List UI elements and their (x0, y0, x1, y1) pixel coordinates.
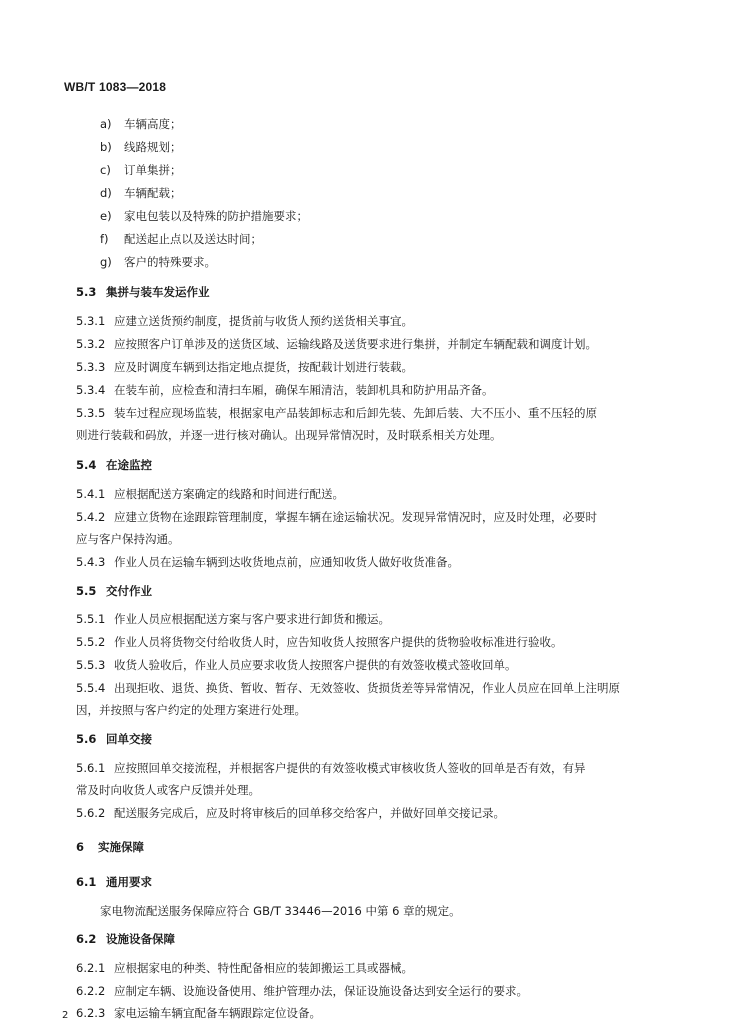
clause-5-4-2: 5.4.2 应建立货物在途跟踪管理制度，掌握车辆在途运输状况。发现异常情况时，应及时处理，必要时 (76, 510, 597, 524)
section-heading-6-2: 6.2 设施设备保障 (76, 932, 175, 946)
clause-5-5-2: 5.5.2 作业人员将货物交付给收货人时，应告知收货人按照客户提供的货物验收标准进行验收。 (76, 635, 563, 649)
list-item: a) 车辆高度； (100, 117, 182, 131)
list-item: c) 订单集拼； (100, 163, 182, 177)
clause-5-4-1: 5.4.1 应根据配送方案确定的线路和时间进行配送。 (76, 487, 344, 501)
section-heading-5-6: 5.6 回单交接 (76, 732, 152, 746)
clause-5-3-5: 5.3.5 装车过程应现场监装，根据家电产品装卸标志和后卸先装、先卸后装、大不压小、重不压轻的原 (76, 406, 597, 420)
section-heading-5-4: 5.4 在途监控 (76, 458, 152, 472)
clause-6-2-2: 6.2.2 应制定车辆、设施设备使用、维护管理办法，保证设施设备达到安全运行的要求。 (76, 984, 528, 998)
clause-5-6-1: 5.6.1 应按照回单交接流程，并根据客户提供的有效签收模式审核收货人签收的回单是否有效，有异 (76, 761, 586, 775)
standard-number-header: WB/T 1083—2018 (64, 80, 167, 94)
list-item: e) 家电包装以及特殊的防护措施要求； (100, 209, 308, 223)
clause-6-2-3: 6.2.3 家电运输车辆宜配备车辆跟踪定位设备。 (76, 1006, 321, 1020)
clause-5-5-4: 5.5.4 出现拒收、退货、换货、暂收、暂存、无效签收、货损货差等异常情况，作业人员应在回单上注明原 (76, 681, 620, 695)
clause-5-3-1: 5.3.1 应建立送货预约制度，提货前与收货人预约送货相关事宜。 (76, 314, 413, 328)
list-item: f) 配送起止点以及送达时间； (100, 232, 262, 246)
list-item: g) 客户的特殊要求。 (100, 255, 216, 269)
list-item: d) 车辆配载； (100, 186, 182, 200)
section-heading-5-5: 5.5 交付作业 (76, 584, 152, 598)
section-heading-6-1: 6.1 通用要求 (76, 875, 152, 889)
clause-5-4-2-continuation: 应与客户保持沟通。 (76, 532, 180, 546)
page-number: 2 (62, 1010, 69, 1021)
list-item: b) 线路规划； (100, 140, 182, 154)
clause-5-6-2: 5.6.2 配送服务完成后，应及时将审核后的回单移交给客户，并做好回单交接记录。 (76, 806, 505, 820)
clause-5-5-3: 5.5.3 收货人验收后，作业人员应要求收货人按照客户提供的有效签收模式签收回单。 (76, 658, 517, 672)
section-heading-5-3: 5.3 集拼与装车发运作业 (76, 285, 210, 299)
clause-6-2-1: 6.2.1 应根据家电的种类、特性配备相应的装卸搬运工具或器械。 (76, 961, 413, 975)
clause-5-6-1-continuation: 常及时向收货人或客户反馈并处理。 (76, 783, 260, 797)
clause-5-5-1: 5.5.1 作业人员应根据配送方案与客户要求进行卸货和搬运。 (76, 612, 390, 626)
chapter-heading-6: 6 实施保障 (76, 840, 144, 854)
clause-5-5-4-continuation: 因，并按照与客户约定的处理方案进行处理。 (76, 703, 306, 717)
clause-5-3-2: 5.3.2 应按照客户订单涉及的送货区域、运输线路及送货要求进行集拼，并制定车辆配载和调度计划。 (76, 337, 597, 351)
clause-5-4-3: 5.4.3 作业人员在运输车辆到达收货地点前，应通知收货人做好收货准备。 (76, 555, 459, 569)
clause-5-3-4: 5.3.4 在装车前，应检查和清扫车厢，确保车厢清洁，装卸机具和防护用品齐备。 (76, 383, 494, 397)
clause-5-3-5-continuation: 则进行装载和码放，并逐一进行核对确认。出现异常情况时，及时联系相关方处理。 (76, 428, 502, 442)
clause-5-3-3: 5.3.3 应及时调度车辆到达指定地点提货，按配载计划进行装载。 (76, 360, 413, 374)
paragraph-6-1: 家电物流配送服务保障应符合 GB/T 33446—2016 中第 6 章的规定。 (100, 904, 461, 918)
